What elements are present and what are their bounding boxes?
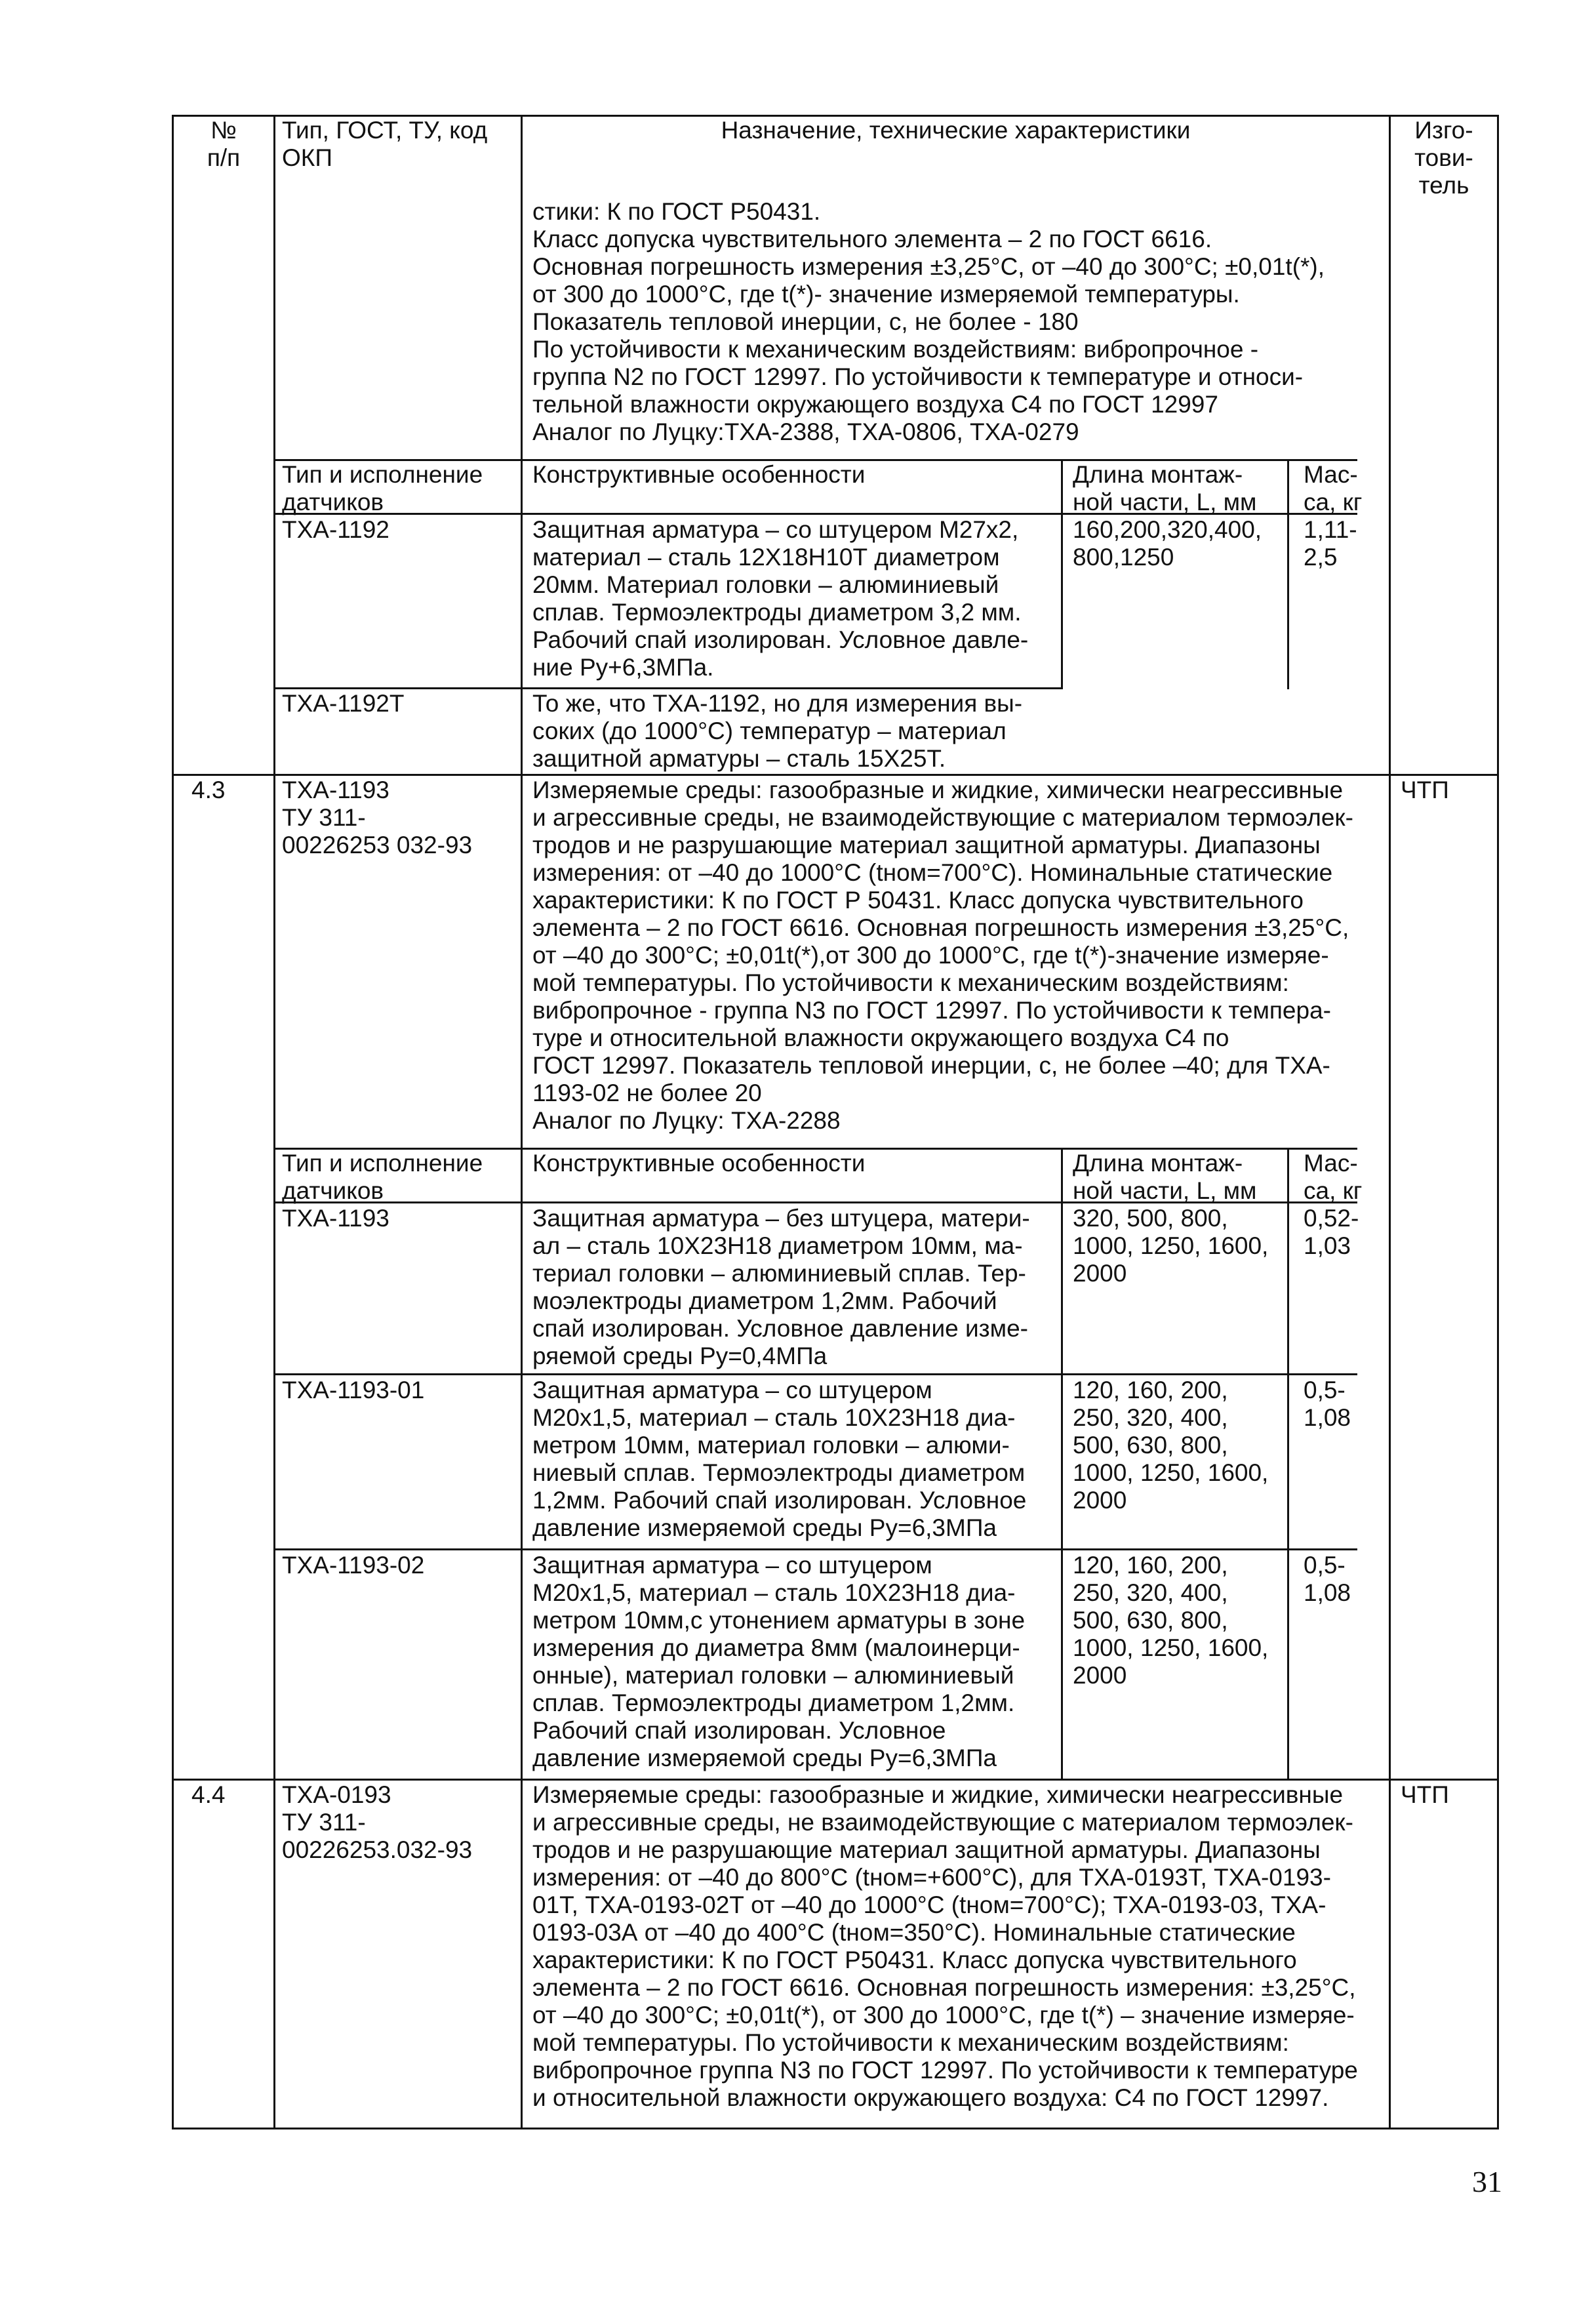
table-row-mass: 0,5- 1,08	[1304, 1377, 1351, 1431]
table-bottom-border	[172, 2128, 1499, 2129]
table-right-border	[1497, 115, 1499, 2129]
table-row-length: 320, 500, 800, 1000, 1250, 1600, 2000	[1073, 1205, 1269, 1287]
section-4-3-description: Измеряемые среды: газообразные и жидкие, химически неагрессивные и агрессивные среды, не взаимодействующие с материалом термоэлек- тродов и не разрушающие материал защитной арматуры. Диапазоны измерения: от –40 до 1000°С (tном=700°С). Номинальные статические характеристики: К по ГОСТ Р 50431. Класс допуска чувствительного элемента – 2 по ГОСТ 6616. Основная погрешность измерения ±3,25°С, от –40 до 300°С; ±0,01t(*),от 300 до 1000°С, где t(*)-значение измеряе- мой температуры. По устойчивости к механическим воздействиям: вибропрочное - группа N3 по ГОСТ 12997. По устойчивости к темпера- туре и относительной влажности окружающего воздуха С4 по ГОСТ 12997. Показатель тепловой инерции, с, не более –40; для ТХА- 1193-02 не более 20 Аналог по Луцку: ТХА-2288	[532, 777, 1353, 1134]
col-rule-length-b	[1061, 1148, 1063, 1781]
section-4-4-maker: ЧТП	[1401, 1781, 1449, 1808]
section-4-3-maker: ЧТП	[1401, 777, 1449, 803]
table-row-type: ТХА-1192Т	[282, 690, 405, 717]
row-rule-tha1193	[273, 1373, 1357, 1375]
table-row-type: ТХА-1193-02	[282, 1552, 425, 1579]
subheader-mass: Мас- са, кг	[1304, 461, 1363, 515]
col-rule-type	[273, 115, 275, 2129]
col-rule-maker	[1389, 115, 1391, 2129]
subheader-type: Тип и исполнение датчиков	[282, 461, 483, 515]
row-rule-tha1193-01	[273, 1548, 1357, 1550]
subheader-type: Тип и исполнение датчиков	[282, 1150, 483, 1204]
table-row-length: 120, 160, 200, 250, 320, 400, 500, 630, 800, 1000, 1250, 1600, 2000	[1073, 1377, 1269, 1514]
section-4-4-number: 4.4	[191, 1781, 226, 1808]
header-purpose: Назначение, технические характеристики	[721, 117, 1191, 144]
header-type: Тип, ГОСТ, ТУ, код ОКП	[282, 117, 488, 171]
subheader-length: Длина монтаж- ной части, L, мм	[1073, 1150, 1257, 1204]
row-rule-tha1192	[273, 687, 1063, 689]
section-4-4-description: Измеряемые среды: газообразные и жидкие, химически неагрессивные и агрессивные среды, не взаимодействующие с материалом термоэлек- тродов и не разрушающие материал защитной арматуры. Диапазоны измерения: от –40 до 800°С (tном=+600°С), для ТХА-0193Т, ТХА-0193- 01Т, ТХА-0193-02Т от –40 до 1000°С (tном=700°С); ТХА-0193-03, ТХА- 0193-03А от –40 до 400°С (tном=350°С). Номинальные статические характеристики: К по ГОСТ Р50431. Класс допуска чувствительного элемента – 2 по ГОСТ 6616. Основная погрешность измерения: ±3,25°С, от –40 до 300°С; ±0,01t(*), от 300 до 1000°С, где t(*) – значение измеряе- мой температуры. По устойчивости к механическим воздействиям: вибропрочное группа N3 по ГОСТ 12997. По устойчивости к температуре и относительной влажности окружающего воздуха: С4 по ГОСТ 12997.	[532, 1781, 1358, 2111]
subheader-design: Конструктивные особенности	[532, 461, 866, 488]
section-4-3-type: ТХА-1193 ТУ 311- 00226253 032-93	[282, 777, 473, 858]
table-row-design: Защитная арматура – без штуцера, матери- ал – сталь 10Х23Н18 диаметром 10мм, ма- териал головки – алюминиевый сплав. Тер- моэлектроды диаметром 1,2мм. Рабочий спай изолирован. Условное давление изме- ряемой среды Ру=0,4МПа	[532, 1205, 1030, 1369]
table-row-design: То же, что ТХА-1192, но для измерения вы- соких (до 1000°С) температур – материал защитной арматуры – сталь 15Х25Т.	[532, 690, 1023, 772]
col-rule-purpose	[521, 115, 523, 2129]
col-rule-mass-a	[1287, 459, 1289, 689]
table-row-type: ТХА-1193-01	[282, 1377, 425, 1403]
table-row-type: ТХА-1193	[282, 1205, 389, 1232]
table-row-mass: 0,52- 1,03	[1304, 1205, 1359, 1259]
col-rule-mass-b	[1287, 1148, 1289, 1781]
col-rule-length-a	[1061, 459, 1063, 689]
page-number: 31	[1472, 2165, 1502, 2198]
section-4-2-description: стики: К по ГОСТ Р50431. Класс допуска чувствительного элемента – 2 по ГОСТ 6616. Основная погрешность измерения ±3,25°С, от –40 до 300°С; ±0,01t(*), от 300 до 1000°С, где t(*)- значение измеряемой температуры. Показатель тепловой инерции, с, не более - 180 По устойчивости к механическим воздействиям: вибропрочное - группа N2 по ГОСТ 12997. По устойчивости к температуре и относи- тельной влажности окружающего воздуха С4 по ГОСТ 12997 Аналог по Луцку:ТХА-2388, ТХА-0806, ТХА-0279	[532, 198, 1325, 445]
table-row-design: Защитная арматура – со штуцером М20х1,5, материал – сталь 10Х23Н18 диа- метром 10мм, материал головки – алюми- ниевый сплав. Термоэлектроды диаметром 1,2мм. Рабочий спай изолирован. Условное давление измеряемой среды Ру=6,3МПа	[532, 1377, 1027, 1541]
section-4-3-number: 4.3	[191, 777, 226, 803]
table-row-mass: 0,5- 1,08	[1304, 1552, 1351, 1606]
subheader-design: Конструктивные особенности	[532, 1150, 866, 1177]
header-number: № п/п	[207, 117, 241, 171]
section-4-4-type: ТХА-0193 ТУ 311- 00226253.032-93	[282, 1781, 473, 1863]
row-rule-section-4-3	[172, 774, 1499, 776]
table-row-mass: 1,11- 2,5	[1304, 516, 1357, 571]
table-row-design: Защитная арматура – со штуцером М20х1,5, материал – сталь 10Х23Н18 диа- метром 10мм,с утонением арматуры в зоне измерения до диаметра 8мм (малоинерци- онные), материал головки – алюминиевый сплав. Термоэлектроды диаметром 1,2мм. Рабочий спай изолирован. Условное давление измеряемой среды Ру=6,3МПа	[532, 1552, 1026, 1771]
subheader-mass: Мас- са, кг	[1304, 1150, 1363, 1204]
subheader-length: Длина монтаж- ной части, L, мм	[1073, 461, 1257, 515]
row-rule-section-4-4	[172, 1779, 1499, 1781]
table-row-type: ТХА-1192	[282, 516, 389, 543]
table-row-length: 120, 160, 200, 250, 320, 400, 500, 630, 800, 1000, 1250, 1600, 2000	[1073, 1552, 1269, 1689]
header-maker: Изго- тови- тель	[1414, 117, 1473, 199]
table-row-length: 160,200,320,400, 800,1250	[1073, 516, 1262, 571]
table-row-design: Защитная арматура – со штуцером М27х2, материал – сталь 12Х18Н10Т диаметром 20мм. Материал головки – алюминиевый сплав. Термоэлектроды диаметром 3,2 мм. Рабочий спай изолирован. Условное давле- ние Ру+6,3МПа.	[532, 516, 1029, 681]
table-left-border	[172, 115, 174, 2129]
